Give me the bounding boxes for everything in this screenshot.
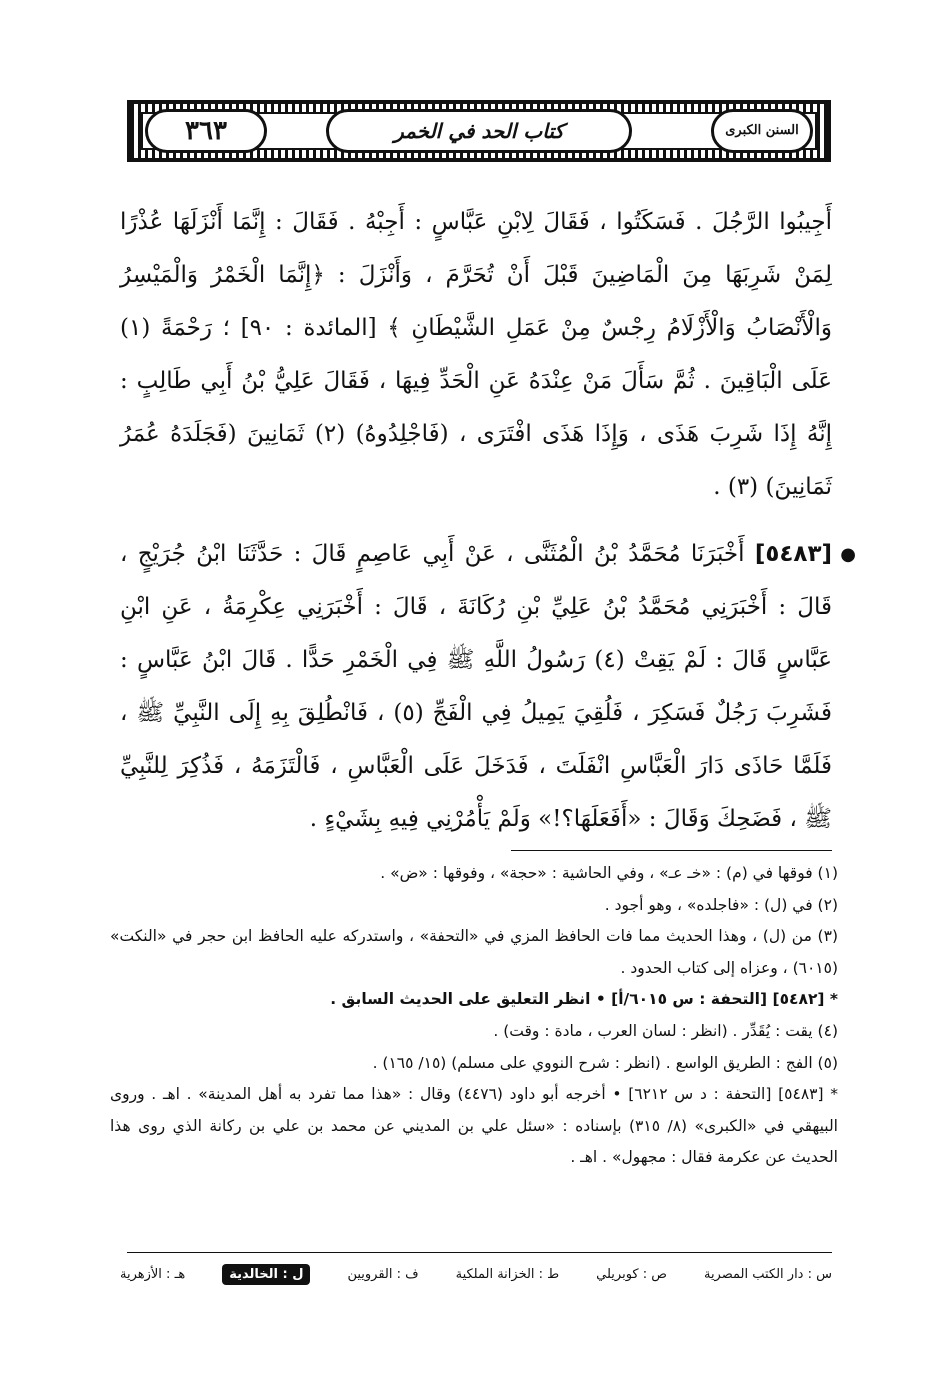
footnote-4: (٤) يقت : يُقَدِّر . (انظر : لسان العرب ، مادة : وقت) . (493, 1021, 838, 1040)
takhrij-5482: * [٥٤٨٢] [التحفة : س ٦٠١٥/أ] • انظر التعليق على الحديث السابق . (330, 990, 838, 1009)
page-number: ٣٦٣ (145, 109, 267, 153)
hadith-text: أَخْبَرَنَا مُحَمَّدُ بْنُ الْمُثَنَّى ، عَنْ أَبِي عَاصِمٍ قَالَ : حَدَّثَنَا ابْنُ جُرَيْجٍ ، قَالَ : أَخْبَرَنِي مُحَمَّدُ بْنُ عَلِيِّ بْنِ رُكَانَةَ ، قَالَ : أَخْبَرَنِي عِكْرِمَةُ ، عَنِ ابْنِ عَبَّاسٍ قَالَ : لَمْ يَقِتْ (٤) رَسُولُ اللَّهِ ﷺ فِي الْخَمْرِ حَدًّا . قَالَ ابْنُ عَبَّاسٍ : فَشَرِبَ رَجُلٌ فَسَكِرَ ، فَلُقِيَ يَمِيلُ فِي الْفَجِّ (٥) ، فَانْطُلِقَ بِهِ إِلَى النَّبِيِّ ﷺ ، فَلَمَّا حَاذَى دَارَ الْعَبَّاسِ انْفَلَتَ ، فَدَخَلَ عَلَى الْعَبَّاسِ ، فَالْتَزَمَهُ ، فَذُكِرَ لِلنَّبِيِّ ﷺ ، فَضَحِكَ وَقَالَ : «أَفَعَلَهَا؟!» وَلَمْ يَأْمُرْنِي فِيهِ بِشَيْءٍ . (120, 541, 832, 832)
book-logo: السنن الكبرى (711, 109, 813, 153)
source-item: ص : كوبريلي (596, 1267, 667, 1282)
footnote-3: (٣) من (ل) ، وهذا الحديث مما فات الحافظ المزي في «التحفة» ، واستدركه عليه الحافظ ابن حجر في «النكت» (٦٠١٥) ، وعزاه إلى كتاب الحدود . (110, 927, 838, 977)
hadith-number: [٥٤٨٣] (754, 541, 832, 567)
paragraph-1: أَجِيبُوا الرَّجُلَ . فَسَكَتُوا ، فَقَالَ لِابْنِ عَبَّاسٍ : أَجِبْهُ . فَقَالَ : إِنَّمَا أَنْزَلَهَا عُذْرًا لِمَنْ شَرِبَهَا مِنَ الْمَاضِينَ قَبْلَ أَنْ تُحَرَّمَ ، وَأَنْزَلَ : ﴿إِنَّمَا الْخَمْرُ وَالْمَيْسِرُ وَالْأَنْصَابُ وَالْأَزْلَامُ رِجْسٌ مِنْ عَمَلِ الشَّيْطَانِ ﴾ [المائدة : ٩٠] ؛ رَحْمَةً (١) عَلَى الْبَاقِينَ . ثُمَّ سَأَلَ مَنْ عِنْدَهُ عَنِ الْحَدِّ فِيهَا ، فَقَالَ عَلِيُّ بْنُ أَبِي طَالِبٍ : إِنَّهُ إِذَا شَرِبَ هَذَى ، وَإِذَا هَذَى افْتَرَى ، (فَاجْلِدُوهُ) (٢) ثَمَانِينَ (فَجَلَدَهُ عُمَرُ ثَمَانِينَ) (٣) . (120, 209, 832, 500)
manuscript-sources (120, 1264, 832, 1285)
source-item: هـ : الأزهرية (120, 1267, 186, 1282)
sources-divider (127, 1252, 832, 1253)
chapter-title: كتاب الحد في الخمر (326, 109, 632, 153)
main-text (120, 196, 856, 846)
footnote-5: (٥) الفج : الطريق الواسع . (انظر : شرح النووي على مسلم) (١٥/ ١٦٥) . (372, 1053, 838, 1072)
footnote-divider (511, 850, 832, 851)
page-header (127, 100, 831, 162)
takhrij-5483: * [٥٤٨٣] [التحفة : د س ٦٢١٢] • أخرجه أبو داود (٤٤٧٦) وقال : «هذا مما تفرد به أهل المدينة» . اهـ . وروى البيهقي في «الكبرى» (٨/ ٣١٥) بإسناده : «سئل علي بن المديني عن محمد بن علي بن ركانة الذي روى هذا الحديث عن عكرمة فقال : مجهول» . اهـ . (110, 1085, 838, 1167)
footnotes (110, 858, 838, 1174)
footnote-1: (١) فوقها في (م) : «خـ عـ» ، وفي الحاشية : «حجة» ، وفوقها : «ض» . (380, 864, 838, 882)
source-item: ط : الخزانة الملكية (455, 1267, 560, 1282)
paragraph-2 (120, 528, 856, 846)
source-item-highlighted: ل : الخالدية (222, 1264, 310, 1285)
source-item: س : دار الكتب المصرية (703, 1267, 832, 1282)
footnote-2: (٢) في (ل) : «فاجلده» ، وهو أجود . (604, 895, 838, 914)
bullet-icon: ● (840, 544, 856, 565)
source-item: ف : القرويين (347, 1267, 419, 1282)
